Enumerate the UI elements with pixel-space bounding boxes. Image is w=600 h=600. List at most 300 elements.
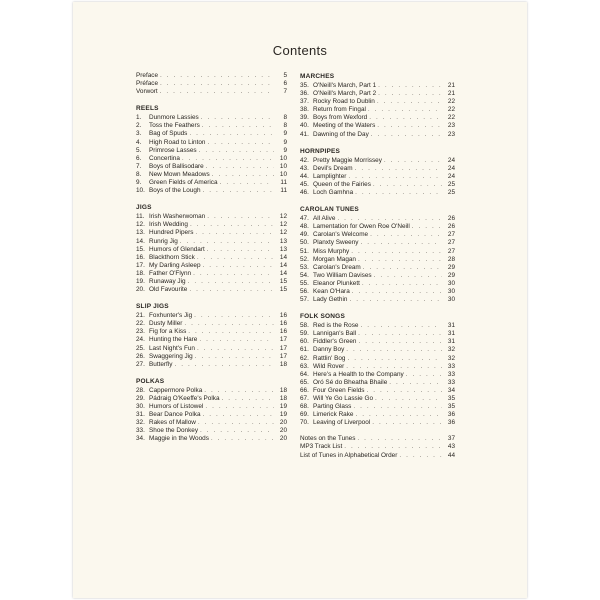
entry-page-number: 27 [447, 247, 455, 255]
dot-leader [344, 443, 442, 451]
entry-number: 28. [136, 386, 145, 394]
toc-entry[interactable] [136, 435, 287, 443]
dot-leader [368, 106, 442, 114]
dot-leader [362, 280, 442, 288]
entry-number: 6. [136, 154, 142, 162]
entry-page-number: 33 [447, 370, 455, 378]
entry-number: 46. [300, 189, 309, 197]
toc-entry[interactable] [300, 173, 455, 181]
entry-number: 35. [300, 82, 309, 89]
entry-number: 55. [300, 279, 309, 287]
toc-entry[interactable] [136, 114, 287, 122]
entry-page-number: 23 [447, 130, 455, 138]
toc-entry[interactable] [300, 435, 455, 443]
dot-leader [220, 179, 274, 187]
dot-leader [200, 427, 274, 435]
entry-title: Irish Washerwoman [149, 213, 206, 221]
entry-number: 38. [300, 106, 309, 114]
dot-leader [367, 387, 443, 395]
entry-title: Oró Sé do Bheatha Bhaile [313, 378, 388, 386]
entry-page-number: 32 [447, 354, 455, 362]
entry-page-number: 14 [279, 261, 287, 269]
entry-page-number: 26 [447, 223, 455, 231]
toc-entry[interactable] [300, 355, 455, 363]
entry-title: Hunting the Hare [149, 336, 198, 344]
entry-title: Eleanor Plunkett [313, 279, 360, 287]
toc-entry[interactable] [136, 361, 287, 369]
entry-title: Carolan's Dream [313, 263, 361, 271]
toc-entry[interactable] [300, 231, 455, 239]
entry-number: 53. [300, 263, 309, 271]
toc-entry[interactable] [300, 215, 455, 223]
entry-title: Carolan's Welcome [313, 231, 369, 239]
toc-entry[interactable] [136, 312, 287, 320]
entry-number: 64. [300, 370, 309, 378]
dot-leader [211, 435, 274, 443]
dot-leader [182, 155, 274, 163]
dot-leader [389, 379, 442, 387]
dot-leader [160, 72, 274, 80]
entry-page-number: 9 [283, 130, 287, 138]
toc-entry[interactable] [300, 264, 455, 272]
toc-entry[interactable] [136, 238, 287, 246]
dot-leader [190, 221, 274, 229]
dot-leader [384, 157, 442, 165]
toc-entry[interactable] [136, 139, 287, 147]
toc-section [300, 312, 455, 427]
dot-leader [201, 114, 274, 122]
entry-page-number: 24 [447, 172, 455, 180]
toc-entry[interactable] [300, 165, 455, 173]
entry-number: 67. [300, 395, 309, 402]
toc-entry[interactable] [300, 131, 455, 139]
toc-entry[interactable] [300, 181, 455, 189]
dot-leader [399, 452, 442, 460]
toc-entry[interactable] [300, 411, 455, 419]
toc-entry[interactable] [300, 296, 455, 304]
dot-leader [373, 181, 442, 189]
entry-number: 32. [136, 419, 145, 427]
entry-page-number: 12 [279, 213, 287, 221]
toc-entry[interactable] [300, 90, 455, 98]
entry-number: 27. [136, 360, 145, 368]
dot-leader [197, 345, 274, 353]
toc-entry[interactable] [136, 328, 287, 336]
dot-leader [197, 254, 274, 262]
entry-number: 12. [136, 221, 145, 229]
entry-page-number: 15 [279, 277, 287, 285]
toc-entry[interactable] [300, 443, 455, 451]
dot-leader [355, 165, 442, 173]
entry-title: List of Tunes in Alphabetical Order [300, 451, 398, 459]
toc-section [136, 377, 287, 444]
entry-title: O'Neill's March, Part 2 [313, 90, 377, 98]
toc-entry[interactable] [136, 254, 287, 262]
toc-entry[interactable] [300, 114, 455, 122]
toc-entry[interactable] [136, 72, 287, 80]
toc-entry[interactable] [300, 239, 455, 247]
entry-title: High Road to Linton [149, 138, 206, 146]
entry-number: 8. [136, 170, 142, 178]
entry-title: Here's a Health to the Company [313, 370, 404, 378]
entry-number: 69. [300, 411, 309, 419]
entry-title: Fig for a Kiss [149, 328, 187, 336]
entry-title: Meeting of the Waters [313, 122, 376, 130]
toc-entry[interactable] [136, 278, 287, 286]
entry-number: 39. [300, 114, 309, 122]
dot-leader [174, 361, 274, 369]
dot-leader [202, 122, 274, 130]
dot-leader [363, 264, 442, 272]
entry-page-number: 10 [279, 154, 287, 162]
toc-entry[interactable] [300, 272, 455, 280]
dot-leader [222, 395, 274, 403]
toc-entry[interactable] [136, 163, 287, 171]
section-heading: REELS [136, 105, 159, 113]
section-heading: JIGS [136, 204, 152, 212]
entry-page-number: 5 [283, 72, 287, 79]
dot-leader [194, 312, 274, 320]
dot-leader [188, 328, 274, 336]
toc-entry[interactable] [136, 419, 287, 427]
dot-leader [406, 371, 442, 379]
toc-entry[interactable] [136, 345, 287, 353]
dot-leader [412, 223, 442, 231]
entry-page-number: 18 [279, 386, 287, 394]
entry-title: Pádraig O'Keeffe's Polka [149, 394, 220, 402]
entry-page-number: 10 [279, 162, 287, 170]
entry-title: Irish Wedding [149, 221, 188, 229]
dot-leader [212, 171, 274, 179]
entry-page-number: 44 [447, 451, 455, 459]
entry-number: 10. [136, 187, 145, 195]
toc-entry[interactable] [300, 82, 455, 90]
entry-page-number: 26 [447, 215, 455, 223]
entry-title: O'Neill's March, Part 1 [313, 82, 377, 89]
toc-entry[interactable] [300, 288, 455, 296]
toc-entry[interactable] [300, 346, 455, 354]
entry-page-number: 23 [447, 122, 455, 130]
entry-number: 2. [136, 122, 142, 130]
dot-leader [199, 336, 274, 344]
toc-entry[interactable] [136, 229, 287, 237]
entry-number: 37. [300, 98, 309, 106]
entry-page-number: 30 [447, 279, 455, 287]
entry-title: Last Night's Fun [149, 344, 195, 352]
entry-number: 66. [300, 386, 309, 394]
entry-number: 17. [136, 261, 145, 269]
dot-leader [160, 88, 274, 96]
toc-entry[interactable] [300, 379, 455, 387]
toc-entry[interactable] [136, 179, 287, 187]
entry-number: 19. [136, 277, 145, 285]
toc-entry[interactable] [300, 387, 455, 395]
entry-page-number: 20 [279, 435, 287, 443]
entry-page-number: 13 [279, 237, 287, 245]
entry-number: 42. [300, 156, 309, 164]
entry-title: Return from Fingal [313, 106, 366, 114]
entry-number: 18. [136, 269, 145, 277]
entry-page-number: 34 [447, 386, 455, 394]
entry-number: 52. [300, 255, 309, 263]
entry-page-number: 36 [447, 411, 455, 419]
entry-title: Danny Boy [313, 346, 345, 354]
entry-title: Runaway Jig [149, 277, 186, 285]
section-heading: POLKAS [136, 377, 165, 385]
toc-section [136, 203, 287, 294]
entry-title: Wild Rover [313, 362, 345, 370]
entry-page-number: 16 [279, 328, 287, 336]
dot-leader [377, 98, 442, 106]
entry-title: Primrose Lasses [149, 146, 197, 154]
toc-entry[interactable] [136, 246, 287, 254]
entry-title: Boys from Wexford [313, 114, 368, 122]
entry-title: Humors of Listowel [149, 403, 204, 410]
entry-page-number: 43 [447, 443, 455, 451]
toc-entry[interactable] [136, 411, 287, 419]
dot-leader [337, 215, 442, 223]
dot-leader [184, 320, 274, 328]
dot-leader [189, 130, 274, 138]
entry-title: Fiddler's Green [313, 338, 357, 346]
toc-entry[interactable] [136, 213, 287, 221]
entry-number: 65. [300, 378, 309, 386]
entry-number: 48. [300, 223, 309, 231]
entry-page-number: 10 [279, 170, 287, 178]
entry-title: Red is the Rose [313, 322, 359, 330]
entry-number: 40. [300, 122, 309, 130]
entry-page-number: 29 [447, 271, 455, 279]
entry-title: Limerick Rake [313, 411, 354, 419]
toc-section [136, 302, 287, 369]
toc-entry[interactable] [300, 371, 455, 379]
right-column [300, 72, 455, 468]
toc-entry[interactable] [136, 155, 287, 163]
entry-page-number: 31 [447, 330, 455, 338]
entry-number: 68. [300, 403, 309, 411]
toc-entry[interactable] [300, 98, 455, 106]
dot-leader [360, 322, 442, 330]
toc-entry[interactable] [300, 330, 455, 338]
toc-entry[interactable] [136, 336, 287, 344]
entry-number: 11. [136, 213, 145, 221]
dot-leader [360, 239, 442, 247]
toc-entry[interactable] [300, 157, 455, 165]
entry-number: 16. [136, 253, 145, 261]
entry-title: Vorwort [136, 88, 158, 96]
entry-number: 50. [300, 239, 309, 247]
toc-entry[interactable] [136, 270, 287, 278]
entry-title: Miss Murphy [313, 247, 350, 255]
toc-entry[interactable] [300, 223, 455, 231]
entry-page-number: 11 [280, 179, 287, 187]
toc-entry[interactable] [300, 419, 455, 427]
entry-number: 61. [300, 346, 309, 354]
entry-page-number: 12 [279, 229, 287, 237]
toc-entry[interactable] [300, 248, 455, 256]
dot-leader [357, 435, 442, 443]
entry-page-number: 35 [447, 395, 455, 402]
entry-page-number: 31 [447, 322, 455, 330]
dot-leader [203, 187, 274, 195]
toc-section [136, 104, 287, 195]
entry-title: Bear Dance Polka [149, 411, 201, 419]
toc-entry[interactable] [136, 320, 287, 328]
dot-leader [356, 411, 443, 419]
toc-entry[interactable] [300, 189, 455, 197]
dot-leader [208, 139, 275, 147]
entry-title: Lady Gethin [313, 296, 348, 304]
entry-page-number: 37 [447, 435, 455, 443]
dot-leader [204, 387, 274, 395]
toc-entry[interactable] [300, 403, 455, 411]
entry-title: Toss the Feathers [149, 122, 200, 130]
toc-entry[interactable] [136, 262, 287, 270]
entry-title: My Darling Asleep [149, 261, 201, 269]
entry-number: 9. [136, 179, 142, 187]
toc-entry[interactable] [136, 353, 287, 361]
toc-entry[interactable] [136, 130, 287, 138]
toc-entry[interactable] [300, 256, 455, 264]
toc-entry[interactable] [136, 221, 287, 229]
toc-entry[interactable] [136, 395, 287, 403]
entry-number: 54. [300, 271, 309, 279]
entry-page-number: 17 [279, 336, 287, 344]
entry-page-number: 33 [447, 378, 455, 386]
toc-entry[interactable] [300, 122, 455, 130]
toc-section [300, 435, 455, 459]
dot-leader [346, 346, 442, 354]
toc-entry[interactable] [300, 363, 455, 371]
entry-number: 51. [300, 247, 309, 255]
toc-entry[interactable] [136, 88, 287, 96]
entry-title: Cappermore Polka [149, 386, 203, 394]
toc-entry[interactable] [300, 280, 455, 288]
entry-number: 47. [300, 215, 309, 223]
dot-leader [347, 355, 442, 363]
entry-number: 25. [136, 344, 145, 352]
dot-leader [195, 353, 274, 361]
entry-title: Hundred Pipers [149, 229, 194, 237]
entry-page-number: 30 [447, 296, 455, 304]
toc-entry[interactable] [136, 122, 287, 130]
entry-number: 21. [136, 312, 145, 320]
entry-number: 15. [136, 245, 145, 253]
entry-page-number: 11 [280, 187, 287, 195]
dot-leader [355, 189, 442, 197]
toc-entry[interactable] [300, 106, 455, 114]
entry-title: Pretty Maggie Morrissey [313, 156, 382, 164]
section-heading: MARCHES [300, 73, 335, 80]
entry-number: 36. [300, 90, 309, 98]
entry-title: Préface [136, 80, 159, 88]
toc-entry[interactable] [300, 452, 455, 460]
dot-leader [193, 270, 274, 278]
entry-page-number: 30 [447, 287, 455, 295]
entry-title: Lamplighter [313, 172, 347, 180]
entry-page-number: 32 [447, 346, 455, 354]
section-heading: SLIP JIGS [136, 303, 169, 311]
dot-leader [195, 229, 274, 237]
entry-page-number: 8 [283, 114, 287, 122]
toc-entry[interactable] [136, 387, 287, 395]
dot-leader [359, 338, 443, 346]
toc-entry[interactable] [136, 286, 287, 294]
entry-page-number: 9 [283, 138, 287, 146]
dot-leader [378, 82, 442, 90]
entry-title: Swaggering Jig [149, 352, 193, 360]
dot-leader [371, 131, 442, 139]
entry-page-number: 6 [283, 80, 287, 88]
toc-entry[interactable] [300, 395, 455, 403]
entry-number: 57. [300, 296, 309, 304]
entry-page-number: 27 [447, 231, 455, 239]
entry-title: Rocky Road to Dublin [313, 98, 375, 106]
dot-leader [346, 363, 442, 371]
dot-leader [203, 262, 274, 270]
dot-leader [189, 286, 274, 294]
entry-title: Notes on the Tunes [300, 435, 356, 443]
entry-page-number: 15 [279, 286, 287, 294]
entry-number: 33. [136, 427, 145, 435]
entry-page-number: 28 [447, 255, 455, 263]
entry-page-number: 7 [283, 88, 287, 96]
entry-title: Kean O'Hara [313, 287, 350, 295]
toc-entry[interactable] [300, 338, 455, 346]
entry-number: 34. [136, 435, 145, 443]
dot-leader [352, 288, 442, 296]
entry-title: Foxhunter's Jig [149, 312, 193, 320]
dot-leader [377, 122, 442, 130]
toc-entry[interactable] [300, 322, 455, 330]
entry-page-number: 9 [283, 146, 287, 154]
entry-page-number: 8 [283, 122, 287, 130]
toc-entry[interactable] [136, 147, 287, 155]
entry-page-number: 19 [279, 411, 287, 419]
entry-title: Leaving of Liverpool [313, 419, 371, 427]
entry-number: 20. [136, 286, 145, 294]
page-title: Contents [272, 43, 328, 58]
entry-page-number: 18 [279, 360, 287, 368]
contents-page [73, 2, 527, 598]
entry-title: Boys of the Lough [149, 187, 201, 195]
toc-entry[interactable] [136, 171, 287, 179]
entry-title: Shoe the Donkey [149, 427, 199, 435]
entry-number: 13. [136, 229, 145, 237]
dot-leader [358, 330, 442, 338]
entry-page-number: 22 [447, 106, 455, 114]
dot-leader [374, 272, 442, 280]
entry-number: 59. [300, 330, 309, 338]
entry-title: New Mown Meadows [149, 170, 210, 178]
entry-page-number: 19 [279, 403, 287, 410]
toc-entry[interactable] [136, 80, 287, 88]
dot-leader [206, 163, 274, 171]
entry-page-number: 13 [279, 245, 287, 253]
entry-title: MP3 Track List [300, 443, 343, 451]
toc-entry[interactable] [136, 427, 287, 435]
dot-leader [207, 246, 274, 254]
dot-leader [207, 213, 274, 221]
entry-page-number: 16 [279, 320, 287, 328]
entry-page-number: 29 [447, 263, 455, 271]
dot-leader [372, 419, 442, 427]
entry-page-number: 25 [447, 180, 455, 188]
entry-title: Lannigan's Ball [313, 330, 357, 338]
entry-page-number: 18 [279, 394, 287, 402]
toc-entry[interactable] [136, 403, 287, 411]
toc-entry[interactable] [136, 187, 287, 195]
